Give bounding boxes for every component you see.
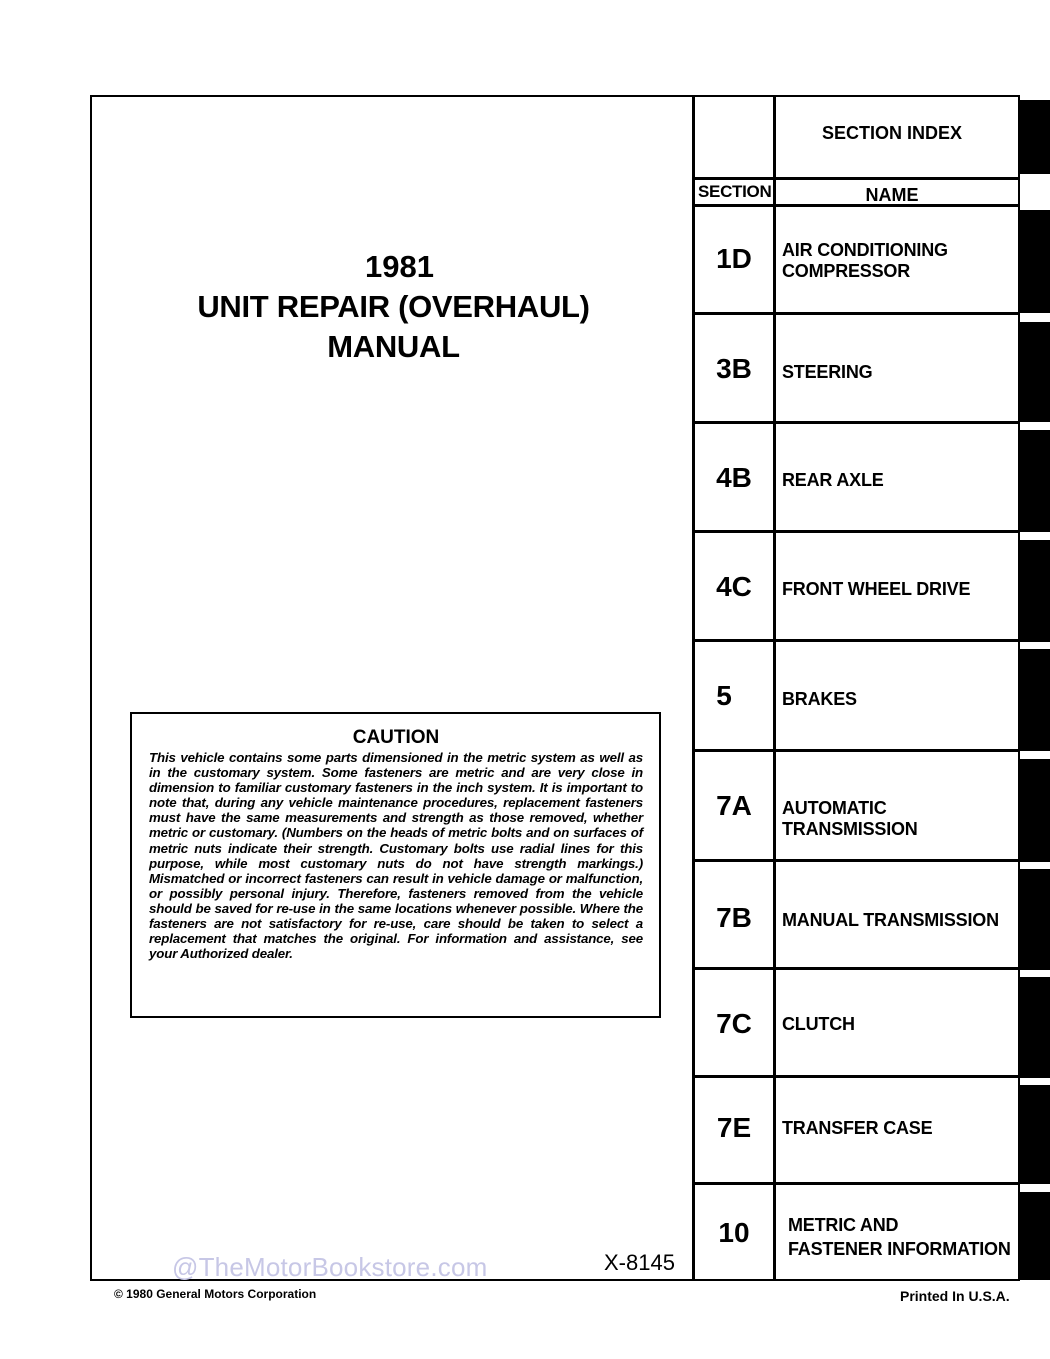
column-header-row: [695, 177, 1020, 207]
section-code: 4C: [716, 571, 752, 602]
section-code: 4B: [716, 462, 752, 493]
index-row-1d[interactable]: [695, 207, 1020, 315]
thumb-tab-7a[interactable]: [1020, 759, 1050, 862]
section-index: [695, 97, 1020, 1279]
section-name: AUTOMATIC TRANSMISSION: [782, 798, 918, 839]
index-row-5[interactable]: [695, 642, 1020, 752]
section-code: 10: [718, 1217, 750, 1248]
cover-left-panel: [92, 97, 695, 1282]
section-name-line-2: FASTENER INFORMATION: [788, 1239, 1011, 1259]
copyright-notice: © 1980 General Motors Corporation: [114, 1287, 317, 1301]
manual-title: [92, 247, 695, 367]
index-row-4b[interactable]: [695, 424, 1020, 533]
section-code: 7B: [716, 902, 752, 933]
thumb-tab-1d[interactable]: [1020, 210, 1050, 313]
thumb-tab-4c[interactable]: [1020, 540, 1050, 642]
section-index-title: SECTION INDEX: [821, 123, 963, 143]
section-code: 3B: [716, 353, 752, 384]
section-code: 7C: [716, 1008, 752, 1039]
thumb-tab-10[interactable]: [1020, 1192, 1050, 1280]
thumb-tab-3b[interactable]: [1020, 322, 1050, 422]
manual-cover: [90, 95, 1020, 1281]
caution-box: [130, 712, 661, 1018]
thumb-tab-7b[interactable]: [1020, 869, 1050, 970]
section-name: [782, 240, 1014, 282]
caution-heading: CAUTION: [352, 727, 440, 748]
section-code: 7E: [716, 1112, 752, 1143]
watermark-text: @TheMotorBookstore.com: [172, 1252, 488, 1282]
thumb-index-tabs: [1020, 100, 1050, 1280]
index-row-7a[interactable]: [695, 752, 1020, 862]
section-name-line-2: COMPRESSOR: [782, 261, 911, 281]
column-header-section: SECTION: [698, 182, 772, 201]
section-code: 7A: [716, 790, 752, 821]
section-name: BRAKES: [782, 689, 857, 709]
index-row-7c[interactable]: [695, 970, 1020, 1078]
thumb-tab-7c[interactable]: [1020, 977, 1050, 1078]
section-name: TRANSFER CASE: [782, 1118, 933, 1138]
printed-in-notice: Printed In U.S.A.: [900, 1288, 1010, 1304]
index-row-7b[interactable]: [695, 862, 1020, 970]
index-row-4c[interactable]: [695, 533, 1020, 642]
index-row-3b[interactable]: [695, 315, 1020, 424]
section-index-header: [695, 97, 1020, 177]
caution-body: This vehicle contains some parts dimensioned in the metric system as well as in the customary system. Some fasteners are metric and are very close in dimension to familiar customary fasteners in the inch system. It is important to note that, during any vehicle maintenance procedures, replacement fasteners must have the same measurements and strength as those removed, whether metric or customary. (Numbers on the heads of metric bolts and on surfaces of metric nuts indicate their strength. Customary bolts use radial lines for this purpose, while most customary nuts do not have strength markings.) Mismatched or incorrect fasteners can result in vehicle damage or malfunction, or possibly personal injury. Therefore, fasteners removed from the vehicle should be saved for re-use in the same locations whenever possible. Where the fasteners are not satisfactory for re-use, care should be taken to select a replacement that matches the original. For information and assistance, see your Authorized dealer.: [149, 750, 643, 962]
section-name: FRONT WHEEL DRIVE: [782, 579, 971, 599]
section-name: REAR AXLE: [782, 470, 884, 490]
thumb-tab-4b[interactable]: [1020, 430, 1050, 532]
title-year: 1981: [365, 249, 434, 284]
form-number: X-8145: [604, 1250, 675, 1275]
section-name: STEERING: [782, 362, 873, 382]
section-code: 1D: [716, 243, 752, 274]
index-row-7e[interactable]: [695, 1078, 1020, 1185]
section-code: 5: [716, 680, 732, 711]
section-name: CLUTCH: [782, 1014, 855, 1034]
title-line-1: UNIT REPAIR (OVERHAUL): [197, 289, 590, 324]
section-name-line-1: METRIC AND: [788, 1215, 899, 1235]
column-header-name: NAME: [865, 185, 919, 205]
thumb-tab-header: [1020, 100, 1050, 174]
section-name-line-1: AIR CONDITIONING: [782, 240, 948, 260]
section-name: MANUAL TRANSMISSION: [782, 910, 999, 930]
thumb-tab-7e[interactable]: [1020, 1085, 1050, 1184]
thumb-tab-5[interactable]: [1020, 649, 1050, 751]
title-line-2: MANUAL: [327, 329, 460, 364]
index-row-10[interactable]: [695, 1185, 1020, 1281]
section-name: [788, 1213, 1020, 1261]
